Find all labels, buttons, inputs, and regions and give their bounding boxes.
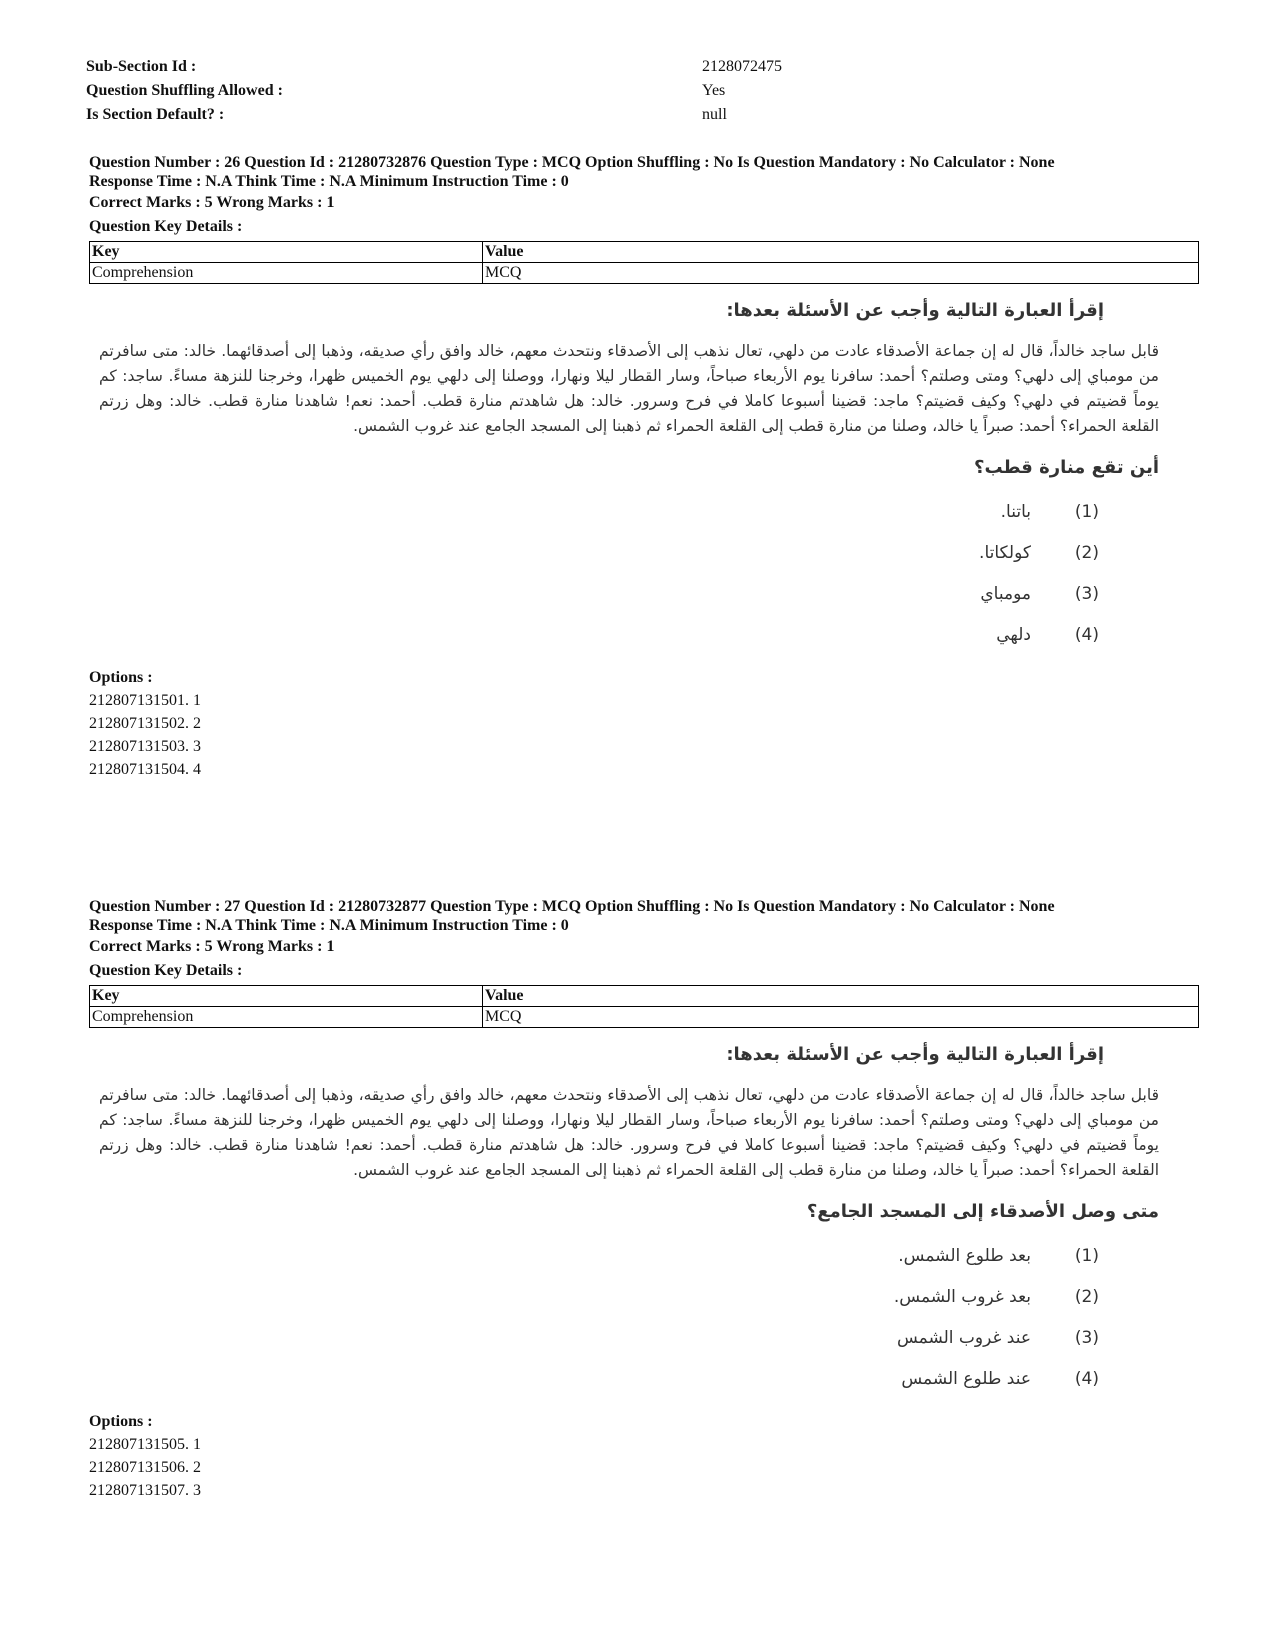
table-header-key: Key: [90, 242, 483, 263]
choice-number: (2): [1074, 543, 1099, 563]
choice-text: باتنا.: [1000, 502, 1031, 522]
question-text: متى وصل الأصدقاء إلى المسجد الجامع؟: [806, 1201, 1159, 1222]
answer-choice[interactable]: [99, 615, 1099, 656]
question-marks: Correct Marks : 5 Wrong Marks : 1: [89, 938, 335, 955]
option-id: 212807131503. 3: [89, 738, 201, 755]
options-list: [89, 1410, 1199, 1502]
option-id: 212807131506. 2: [89, 1459, 201, 1476]
table-header-row: [90, 986, 1199, 1007]
table-header-value: Value: [483, 242, 1199, 263]
choice-text: بعد غروب الشمس.: [893, 1287, 1031, 1307]
choice-text: دلهي: [996, 625, 1031, 645]
key-details-table: [89, 985, 1199, 1028]
comprehension-passage: قابل ساجد خالداً، قال له إن جماعة الأصدقاء عادت من دلهي، تعال نذهب إلى الأصدقاء ونتحدث معهم، خالد وافق رأي صديقه، وذهبا إلى أصدقائهما. خالد: متى سافرتم من مومباي إلى دلهي؟ ومتى وصلتم؟ أحمد: سافرنا يوم الأربعاء صباحاً، وسار القطار ليلا ونهارا، ووصلنا إلى دلهي يوم الخميس ظهرا، وخرجنا للنزهة مساءً. ساجد: كم يوماً قضيتم في دلهي؟ وكيف قضيتم؟ ماجد: قضينا أسبوعا كاملا في فرح وسرور. خالد: هل شاهدتم منارة قطب. أحمد: نعم! شاهدنا منارة قطب. خالد: وهل زرتم القلعة الحمراء؟ أحمد: صبراً يا خالد، وصلنا من منارة قطب إلى القلعة الحمراء ثم ذهبنا إلى المسجد الجامع عند غروب الشمس.: [99, 342, 1159, 435]
choice-text: كولكاتا.: [979, 543, 1031, 563]
options-title: Options :: [89, 669, 153, 686]
meta-value: Yes: [702, 82, 726, 99]
option-id: 212807131505. 1: [89, 1436, 201, 1453]
answer-choice[interactable]: [99, 1236, 1099, 1277]
question-marks: Correct Marks : 5 Wrong Marks : 1: [89, 194, 335, 211]
choice-number: (1): [1074, 1246, 1099, 1266]
question-timing: Response Time : N.A Think Time : N.A Minimum Instruction Time : 0: [89, 173, 569, 190]
key-details-table: [89, 241, 1199, 284]
table-cell-value: MCQ: [483, 263, 1199, 284]
choice-number: (1): [1074, 502, 1099, 522]
meta-key: Question Shuffling Allowed :: [86, 82, 283, 99]
answer-choice[interactable]: [99, 533, 1099, 574]
section-meta: [86, 58, 1206, 130]
key-details-title: Question Key Details :: [89, 218, 243, 235]
choice-text: عند غروب الشمس: [896, 1328, 1031, 1348]
question-text: أين تقع منارة قطب؟: [974, 457, 1159, 478]
choice-number: (4): [1074, 625, 1099, 645]
answer-choice[interactable]: [99, 1359, 1099, 1400]
reading-instruction: إقرأ العبارة التالية وأجب عن الأسئلة بعدها:: [726, 300, 1104, 321]
options-list: [89, 666, 1199, 781]
table-header-key: Key: [90, 986, 483, 1007]
meta-value: 2128072475: [702, 58, 782, 75]
choice-text: بعد طلوع الشمس.: [898, 1246, 1031, 1266]
choice-number: (3): [1074, 1328, 1099, 1348]
choice-number: (3): [1074, 584, 1099, 604]
question-header: Question Number : 27 Question Id : 21280732877 Question Type : MCQ Option Shuffling : No Is Question Mandatory : No Calculator : None: [89, 898, 1055, 915]
option-id: 212807131507. 3: [89, 1482, 201, 1499]
option-id: 212807131504. 4: [89, 761, 201, 778]
options-title: Options :: [89, 1413, 153, 1430]
answer-choices: [99, 1236, 1159, 1400]
answer-choice[interactable]: [99, 1277, 1099, 1318]
meta-row: [86, 82, 1206, 106]
choice-number: (2): [1074, 1287, 1099, 1307]
meta-row: [86, 58, 1206, 82]
table-row: [90, 263, 1199, 284]
question-block: [89, 153, 1199, 781]
question-timing: Response Time : N.A Think Time : N.A Minimum Instruction Time : 0: [89, 917, 569, 934]
meta-key: Is Section Default? :: [86, 106, 225, 123]
key-details-title: Question Key Details :: [89, 962, 243, 979]
meta-key: Sub-Section Id :: [86, 58, 197, 75]
table-cell-key: Comprehension: [90, 1007, 483, 1028]
table-cell-value: MCQ: [483, 1007, 1199, 1028]
table-row: [90, 1007, 1199, 1028]
answer-choice[interactable]: [99, 1318, 1099, 1359]
answer-choices: [99, 492, 1159, 656]
question-header: Question Number : 26 Question Id : 21280732876 Question Type : MCQ Option Shuffling : No Is Question Mandatory : No Calculator : None: [89, 154, 1055, 171]
table-header-value: Value: [483, 986, 1199, 1007]
option-id: 212807131502. 2: [89, 715, 201, 732]
answer-choice[interactable]: [99, 574, 1099, 615]
table-header-row: [90, 242, 1199, 263]
arabic-question-content: [99, 1044, 1159, 1400]
arabic-question-content: [99, 300, 1159, 656]
answer-choice[interactable]: [99, 492, 1099, 533]
meta-row: [86, 106, 1206, 130]
question-block: [89, 897, 1199, 1502]
option-id: 212807131501. 1: [89, 692, 201, 709]
choice-text: عند طلوع الشمس: [901, 1369, 1031, 1389]
reading-instruction: إقرأ العبارة التالية وأجب عن الأسئلة بعدها:: [726, 1044, 1104, 1065]
choice-number: (4): [1074, 1369, 1099, 1389]
choice-text: مومباي: [980, 584, 1031, 604]
table-cell-key: Comprehension: [90, 263, 483, 284]
comprehension-passage: قابل ساجد خالداً، قال له إن جماعة الأصدقاء عادت من دلهي، تعال نذهب إلى الأصدقاء ونتحدث معهم، خالد وافق رأي صديقه، وذهبا إلى أصدقائهما. خالد: متى سافرتم من مومباي إلى دلهي؟ ومتى وصلتم؟ أحمد: سافرنا يوم الأربعاء صباحاً، وسار القطار ليلا ونهارا، ووصلنا إلى دلهي يوم الخميس ظهرا، وخرجنا للنزهة مساءً. ساجد: كم يوماً قضيتم في دلهي؟ وكيف قضيتم؟ ماجد: قضينا أسبوعا كاملا في فرح وسرور. خالد: هل شاهدتم منارة قطب. أحمد: نعم! شاهدنا منارة قطب. خالد: وهل زرتم القلعة الحمراء؟ أحمد: صبراً يا خالد، وصلنا من منارة قطب إلى القلعة الحمراء ثم ذهبنا إلى المسجد الجامع عند غروب الشمس.: [99, 1086, 1159, 1179]
meta-value: null: [702, 106, 727, 123]
